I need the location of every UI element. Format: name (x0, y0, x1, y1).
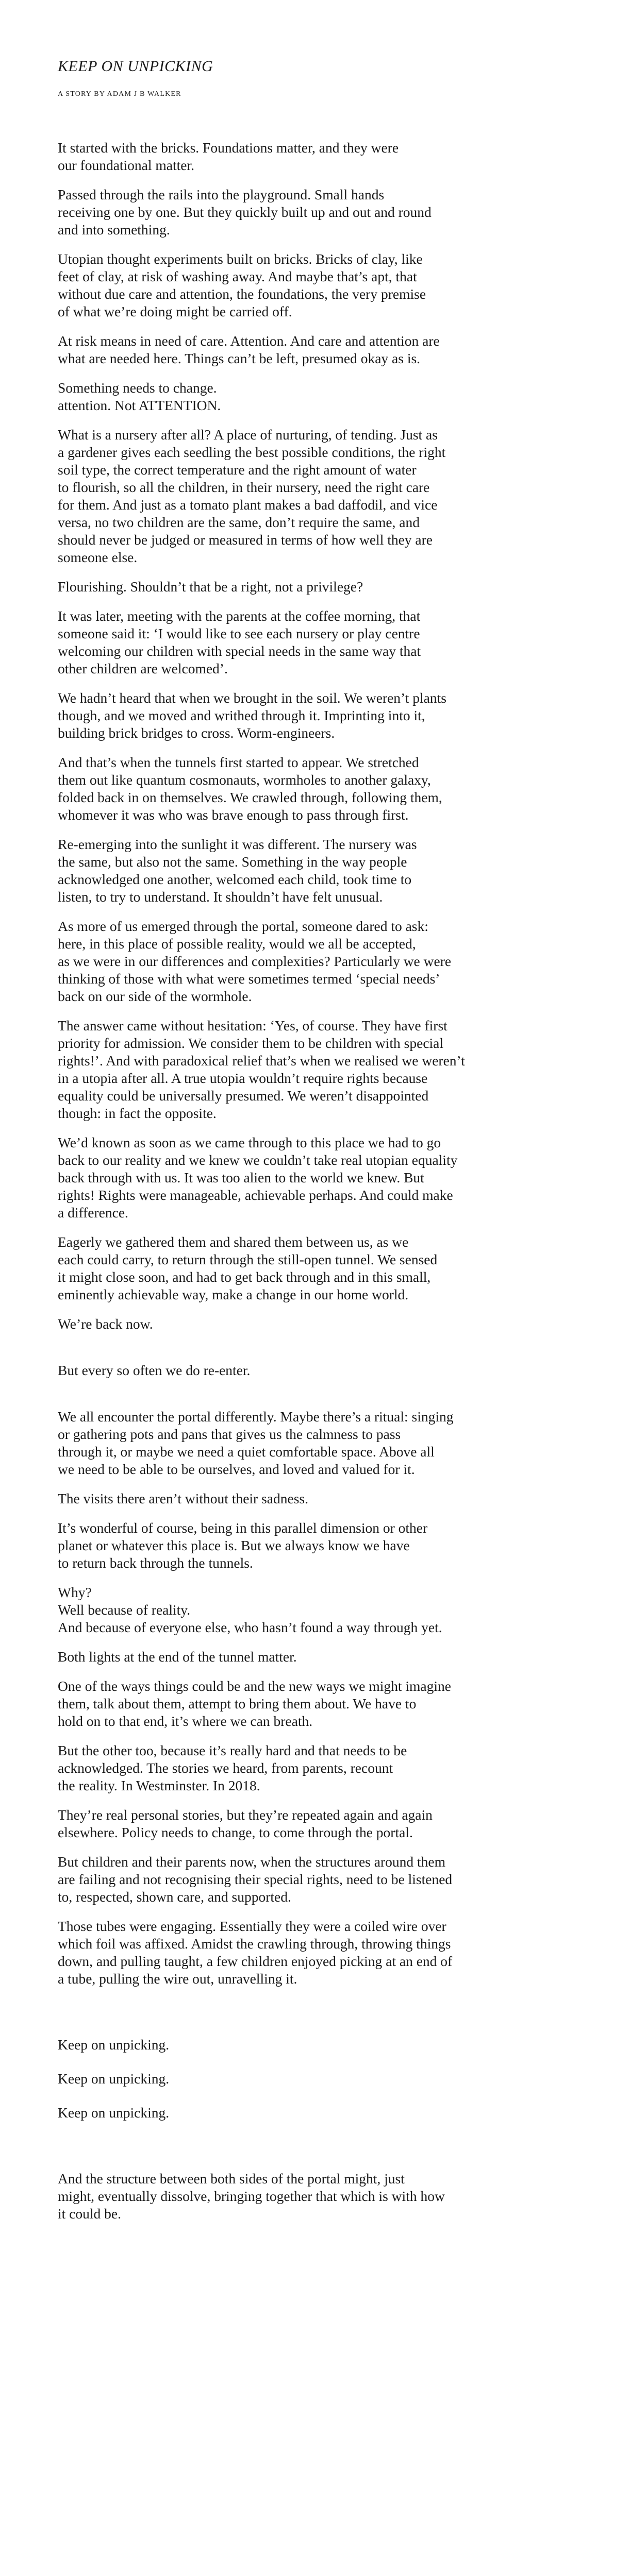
paragraph: It’s wonderful of course, being in this parallel dimension or other planet or whatever this place is. But we always know we have to return back through the tunnels. (58, 1520, 428, 1571)
refrain-line: Keep on unpicking. (58, 2105, 170, 2121)
paragraph: It was later, meeting with the parents at the coffee morning, that someone said it: ‘I would like to see each nursery or play centre welcoming our children with special needs in the same way that other children are welcomed’. (58, 608, 421, 676)
paragraph: Both lights at the end of the tunnel matter. (58, 1649, 297, 1665)
paragraph: Flourishing. Shouldn’t that be a right, not a privilege? (58, 579, 363, 595)
paragraph: The visits there aren’t without their sadness. (58, 1490, 308, 1506)
paragraph: And that’s when the tunnels first started to appear. We stretched them out like quantum cosmonauts, wormholes to another galaxy, folded back in on themselves. We crawled through, following them, whomever it was who was brave enough to pass through first. (58, 754, 442, 823)
paragraph: What is a nursery after all? A place of nurturing, of tending. Just as a gardener gives each seedling the best possible conditions, the right soil type, the correct temperature and the right amount of water to flourish, so all the children, in their nursery, need the right care for them. And just as a tomato plant makes a bad daffodil, and vice versa, no two children are the same, don’t require the same, and should never be judged or measured in terms of how well they are someone else. (58, 427, 446, 565)
paragraph: Those tubes were engaging. Essentially they were a coiled wire over which foil was affixed. Amidst the crawling through, throwing things down, and pulling taught, a few children enjoyed picking at an end of a tube, pulling the wire out, unravelling it. (58, 1918, 453, 1987)
paragraph: But the other too, because it’s really hard and that needs to be acknowledged. The stories we heard, from parents, recount the reality. In Westminster. In 2018. (58, 1742, 407, 1793)
paragraph: We all encounter the portal differently. Maybe there’s a ritual: singing or gathering pots and pans that gives us the calmness to pass through it, or maybe we need a quiet comfortable space. Above all we need to be able to be ourselves, and loved and valued for it. (58, 1409, 454, 1477)
paragraph: We’d known as soon as we came through to this place we had to go back to our reality and we knew we couldn’t take real utopian equality back through with us. It was too alien to the world we knew. But rights! Rights were manageable, achievable perhaps. And could make a difference. (58, 1134, 458, 1221)
closing-paragraph: And the structure between both sides of the portal might, just might, eventually dissolve, bringing together that which is with how it could be. (58, 2171, 445, 2222)
paragraph: Eagerly we gathered them and shared them between us, as we each could carry, to return through the still-open tunnel. We sensed it might close soon, and had to get back through and in this small, eminently achievable way, make a change in our home world. (58, 1234, 438, 1302)
paragraph: It started with the bricks. Foundations matter, and they were our foundational matter. (58, 140, 399, 173)
paragraph: As more of us emerged through the portal, someone dared to ask: here, in this place of possible reality, would we all be accepted, as we were in our differences and complexities? Particularly we were thinking of those with what were sometimes termed ‘special needs’ back on our side of the wormhole. (58, 918, 452, 1004)
story-body (58, 139, 573, 2234)
paragraph: Why? Well because of reality. And because of everyone else, who hasn’t found a way through yet. (58, 1584, 442, 1635)
paragraph: Passed through the rails into the playground. Small hands receiving one by one. But they quickly built up and out and round and into something. (58, 187, 432, 238)
paragraph: They’re real personal stories, but they’re repeated again and again elsewhere. Policy needs to change, to come through the portal. (58, 1807, 433, 1840)
refrain-line: Keep on unpicking. (58, 2037, 170, 2053)
paragraph: We’re back now. (58, 1316, 153, 1332)
story-title: KEEP ON UNPICKING (58, 58, 213, 75)
paragraph: But every so often we do re-enter. (58, 1362, 251, 1378)
paragraph: But children and their parents now, when the structures around them are failing and not recognising their special rights, need to be listened to, respected, shown care, and supported. (58, 1854, 453, 1905)
paragraph: Utopian thought experiments built on bricks. Bricks of clay, like feet of clay, at risk of washing away. And maybe that’s apt, that without due care and attention, the foundations, the very premise of what we’re doing might be carried off. (58, 251, 426, 319)
paragraph: Something needs to change. attention. Not ATTENTION. (58, 380, 221, 413)
paragraph: The answer came without hesitation: ‘Yes, of course. They have first priority for admission. We consider them to be children with special rights!’. And with paradoxical relief that’s when we realised we weren’t in a utopia after all. A true utopia wouldn’t require rights because equality could be universally presumed. We weren’t disappointed though: in fact the opposite. (58, 1018, 465, 1121)
paragraph: We hadn’t heard that when we brought in the soil. We weren’t plants though, and we moved and writhed through it. Imprinting into it, building brick bridges to cross. Worm-engineers. (58, 690, 446, 741)
paragraph: At risk means in need of care. Attention. And care and attention are what are needed here. Things can’t be left, presumed okay as is. (58, 333, 440, 366)
paragraph: Re-emerging into the sunlight it was different. The nursery was the same, but also not the same. Something in the way people acknowledged one another, welcomed each child, took time to listen, to try to understand. It shouldn’t have felt unusual. (58, 836, 417, 905)
refrain-line: Keep on unpicking. (58, 2071, 170, 2087)
story-byline: A STORY BY ADAM J B WALKER (58, 90, 181, 98)
paragraph: One of the ways things could be and the new ways we might imagine them, talk about them, attempt to bring them about. We have to hold on to that end, it’s where we can breath. (58, 1678, 451, 1729)
